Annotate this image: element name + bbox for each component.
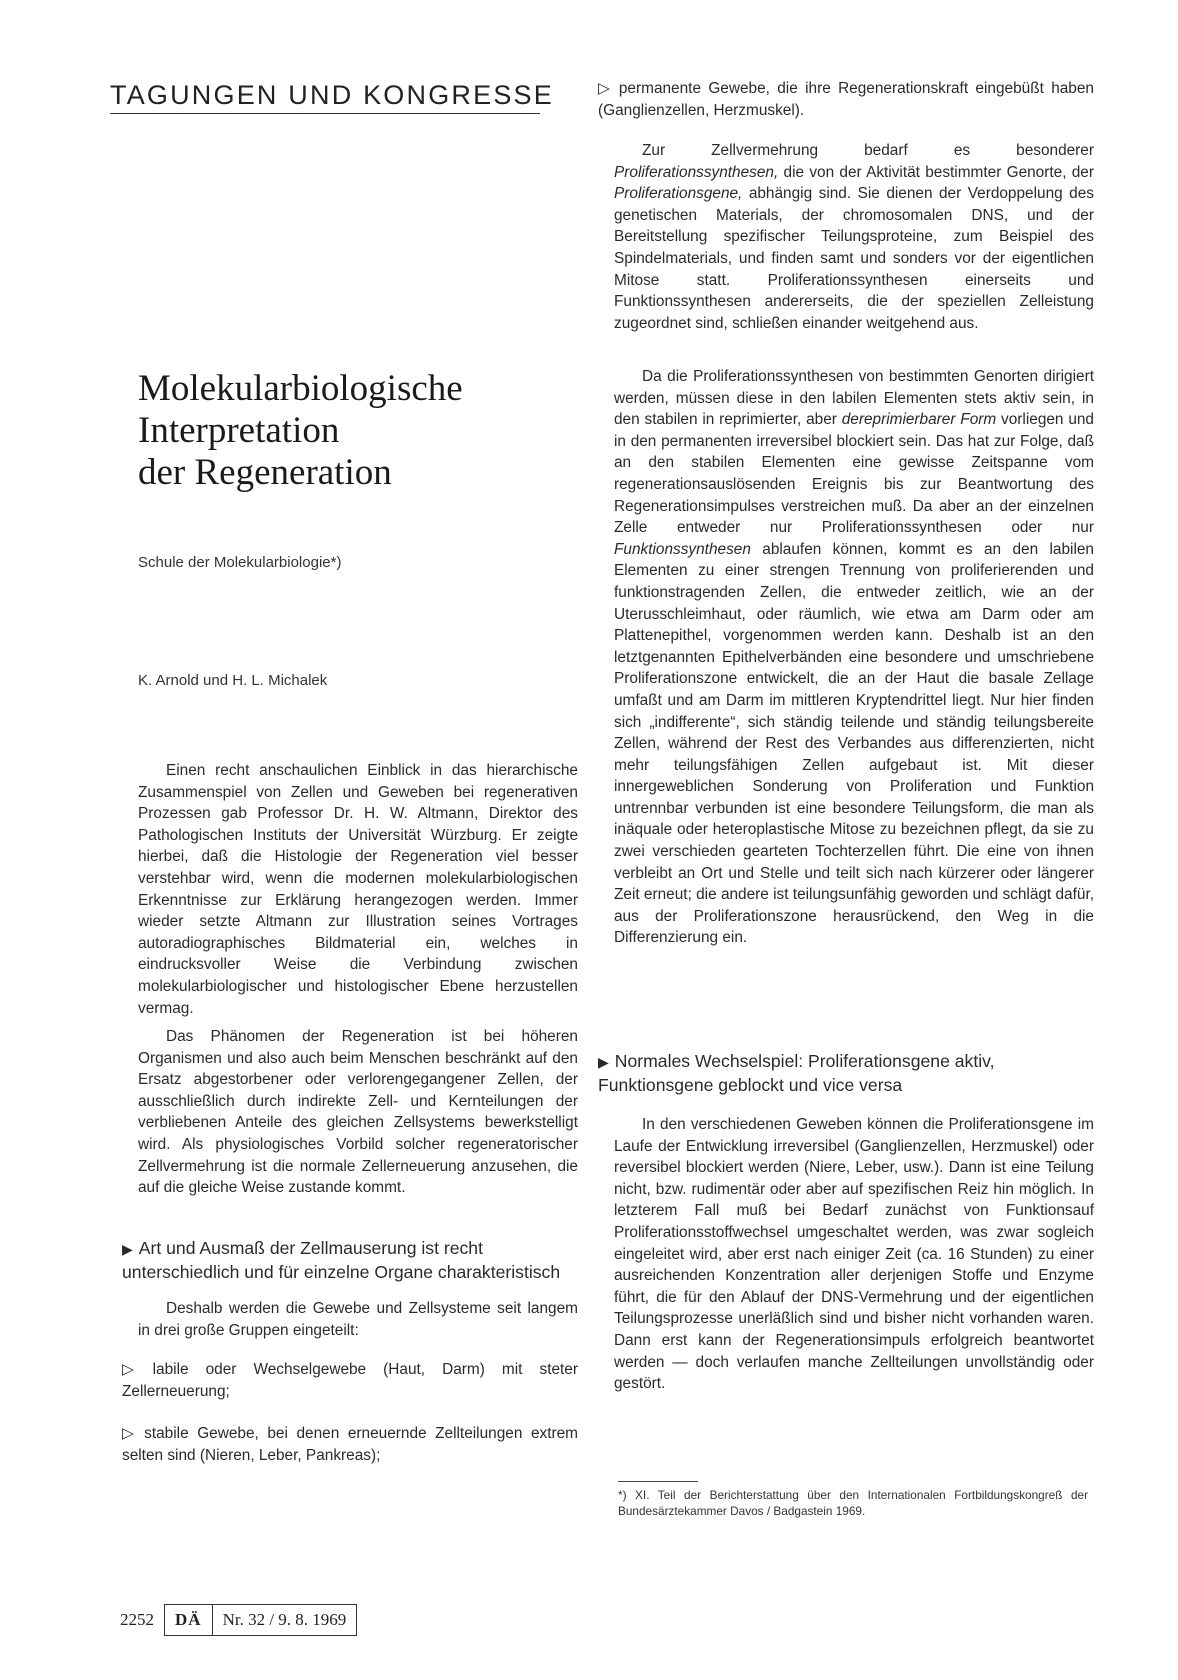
journal-box bbox=[164, 1604, 357, 1636]
solid-triangle-icon: ▶ bbox=[122, 1241, 133, 1257]
body-text-right-3 bbox=[614, 1114, 1094, 1395]
text-run: Zur Zellvermehrung bedarf es besonderer bbox=[642, 142, 1094, 159]
section-kicker: TAGUNGEN UND KONGRESSE bbox=[110, 80, 540, 114]
right-column bbox=[598, 78, 1094, 1558]
emphasis: dereprimierbarer Form bbox=[841, 411, 997, 429]
page-footer bbox=[120, 1602, 357, 1638]
body-text-left-3 bbox=[138, 1298, 578, 1341]
list-item-text: stabile Gewebe, bei denen erneuernde Zellteilungen extrem selten sind (Nieren, Leber, Pankreas); bbox=[122, 1425, 578, 1464]
subheading-2 bbox=[598, 1050, 1094, 1097]
emphasis: Proliferationssynthesen, bbox=[614, 163, 779, 181]
subheading-1 bbox=[122, 1237, 578, 1284]
list-item bbox=[122, 1423, 578, 1466]
paragraph bbox=[614, 366, 1094, 949]
list-item bbox=[122, 1359, 578, 1402]
body-text-right-2 bbox=[614, 366, 1094, 949]
body-text-right-1 bbox=[614, 140, 1094, 334]
open-triangle-icon: ▷ bbox=[598, 80, 613, 97]
title-line: Molekularbiologische bbox=[138, 368, 463, 409]
body-text-left-2 bbox=[138, 1026, 578, 1199]
list-item bbox=[598, 78, 1094, 121]
article-subtitle: Schule der Molekularbiologie*) bbox=[138, 554, 342, 571]
list-item-text: permanente Gewebe, die ihre Regenerationskraft eingebüßt haben (Ganglienzellen, Herzmuskel). bbox=[598, 80, 1094, 119]
emphasis: Funktionssynthesen bbox=[614, 540, 751, 558]
title-line: Interpretation bbox=[138, 410, 340, 451]
list-item-text: labile oder Wechselgewebe (Haut, Darm) mit steter Zellerneuerung; bbox=[122, 1361, 578, 1400]
text-run: abhängig sind. Sie dienen der Verdoppelung des genetischen Materials, der chromosomalen DNS, und der Bereitstellung spezifischer Teilungsproteine, zum Beispiel des Spindelmaterials, und finden samt und sonders vor der eigentlichen Mitose statt. Proliferationssynthesen einerseits und Funktionssynthesen andererseits, die der speziellen Zelleistung zugeordnet sind, schließen einander weitgehend aus. bbox=[614, 185, 1094, 332]
open-triangle-icon: ▷ bbox=[122, 1425, 139, 1442]
page-number: 2252 bbox=[120, 1610, 154, 1629]
paragraph: Einen recht anschaulichen Einblick in das hierarchische Zusammenspiel von Zellen und Geweben bei regenerativen Prozessen gab Professor Dr. H. W. Altmann, Direktor des Pathologischen Instituts der Universität Würzburg. Er zeigte hierbei, daß die Histologie der Regeneration viel besser verstehbar wird, wenn die modernen molekularbiologischen Erkenntnisse zur Erklärung herangezogen werden. Immer wieder setzte Altmann zur Illustration seines Vortrages autoradiographisches Bildmaterial ein, welches in eindrucksvoller Weise die Verbindung zwischen molekularbiologischer und histologischer Ebene herzustellen vermag. bbox=[138, 762, 578, 1017]
text-run: vorliegen und in den permanenten irreversibel blockiert sein. Das hat zur Folge, daß an den stabilen Elementen eine gewisse Zeitspanne vom regenerationsauslösenden Ereignis bis zur Beantwortung des Regenerationsimpulses verstreichen muß. Da aber an der einzelnen Zelle entweder nur Proliferationssynthesen oder nur bbox=[614, 411, 1094, 537]
paragraph bbox=[614, 140, 1094, 334]
text-run: ablaufen können, kommt es an den labilen Elementen zu einer strengen Trennung von proliferierenden und funktionstragenden Zellen, die entweder zeitlich, wie an der Uterusschleimhaut, oder räumlich, wie etwa am Darm oder am Plattenepithel, vorgenommen werden kann. Deshalb ist an den letztgenannten Epithelverbänden eine besondere und umschriebene Proliferationszone entwickelt, die an der Haut die basale Zellage umfaßt und am Darm im mittleren Kryptendrittel liegt. Nur hier finden sich „indifferente“, sich ständig teilende und ständig teilungsbereite Zellen, während der Rest des Verbandes aus differenzierten, nicht mehr teilungsfähigen Zellen aufgebaut ist. Mit dieser innergeweblichen Sonderung von Proliferation und Funktion untrennbar verbunden ist eine besondere Teilungsform, die man als inäquale oder heteroplastische Mitose zu bezeichnen pflegt, da sie zu zwei verschieden gearteten Tochterzellen führt. Die eine von ihnen verbleibt an Ort und Stelle und teilt sich nach kürzerer oder längerer Zeit erneut; die andere ist teilungsunfähig geworden und schlägt dafür, aus der Proliferationszone herausrückend, den Weg in die Differenzierung ein. bbox=[614, 540, 1094, 947]
article-authors: K. Arnold und H. L. Michalek bbox=[138, 672, 328, 689]
solid-triangle-icon: ▶ bbox=[598, 1054, 609, 1070]
paragraph: In den verschiedenen Geweben können die Proliferationsgene im Laufe der Entwicklung irreversibel (Ganglienzellen, Herzmuskel) oder reversibel blockiert werden (Niere, Leber, usw.). Dann ist eine Teilung nicht, bzw. rudimentär oder aber auf spezifischen Reiz hin möglich. In letzterem Fall muß bei Bedarf zunächst von Funktionsauf Proliferationsstoffwechsel umgeschaltet werden, was zwar sogleich eingeleitet wird, aber erst nach einiger Zeit (ca. 16 Stunden) zu einer ausreichenden Konzentration aller derjenigen Stoffe und Enzyme führt, die für den Ablauf der DNS-Vermehrung und der eigentlichen Teilungsprozesse unerläßlich sind und bisher nicht vorhanden waren. Dann erst kann der Regenerationsimpuls erfolgreich beantwortet werden — doch verlaufen manche Zellteilungen unvollständig oder gestört. bbox=[614, 1116, 1094, 1393]
list-item-permanent bbox=[598, 78, 1094, 121]
subheading-text: Normales Wechselspiel: Proliferationsgene aktiv, Funktionsgene geblockt und vice versa bbox=[598, 1051, 995, 1095]
footnote: *) XI. Teil der Berichterstattung über den Internationalen Fortbildungskongreß der Bundesärztekammer Davos / Badgastein 1969. bbox=[618, 1488, 1088, 1518]
title-line: der Regeneration bbox=[138, 452, 392, 493]
subheading-text: Art und Ausmaß der Zellmauserung ist recht unterschiedlich und für einzelne Organe charakteristisch bbox=[122, 1238, 561, 1282]
body-text-left-1 bbox=[138, 760, 578, 1019]
list-item-labile bbox=[122, 1359, 578, 1402]
list-item-stabil bbox=[122, 1423, 578, 1466]
footnote-divider bbox=[618, 1481, 698, 1482]
article-title bbox=[138, 368, 598, 494]
paragraph: Deshalb werden die Gewebe und Zellsysteme seit langem in drei große Gruppen eingeteilt: bbox=[138, 1300, 578, 1339]
journal-logo: DÄ bbox=[165, 1605, 213, 1635]
open-triangle-icon: ▷ bbox=[122, 1361, 147, 1378]
text-run: Da die Proliferationssynthesen von bestimmten Genorten dirigiert werden, müssen diese in den labilen Elementen stets aktiv sein, in den stabilen in reprimierter, aber bbox=[614, 368, 1094, 429]
text-run: die von der Aktivität bestimmter Genorte, der bbox=[778, 163, 1094, 181]
journal-issue: Nr. 32 / 9. 8. 1969 bbox=[222, 1610, 347, 1629]
emphasis: Proliferationsgene, bbox=[614, 185, 743, 203]
paragraph: Das Phänomen der Regeneration ist bei höheren Organismen und also auch beim Menschen beschränkt auf den Ersatz abgestorbener oder verlorengegangener Zellen, der ausschließlich durch indirekte Zell- und Kernteilungen der verbliebenen Anteile des gleichen Zellsystems bewerkstelligt wird. Als physiologisches Vorbild solcher regeneratorischer Zellvermehrung ist die normale Zellerneuerung anzusehen, die auf die gleiche Weise zustande kommt. bbox=[138, 1028, 578, 1197]
